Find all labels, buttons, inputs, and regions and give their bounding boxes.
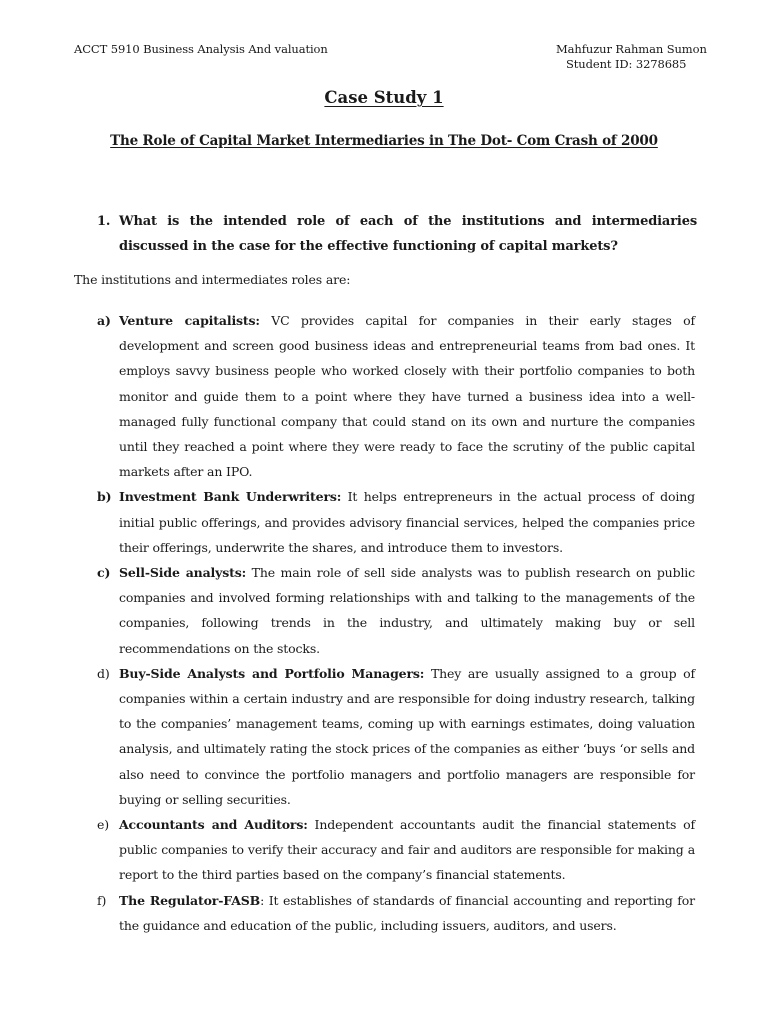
list-item-term: The Regulator-FASB	[119, 892, 261, 908]
list-item-text: VC provides capital for companies in their early stages of development and screen good business ideas and entrepreneurial teams from bad ones. It employs savvy business people who worked closely with their portfolio companies to both monitor and guide them to a point where they have turned a business idea into a well- managed fully functional company that could stand on its own and nurture the companies until they reached a point where they were ready to face the scrutiny of the public capital markets after an IPO.	[119, 313, 695, 480]
list-item-investment-bank-underwriters	[97, 484, 695, 560]
list-item-text: The main role of sell side analysts was to publish research on public companies and involved forming relationships with and talking to the managements of the companies, following trends in the industry, and ultimately making buy or sell recommendations on the stocks.	[119, 565, 695, 656]
list-item-body	[97, 560, 695, 661]
list-item-text: Independent accountants audit the financial statements of public companies to verify their accuracy and fair and auditors are responsible for making a report to the third parties based on the company’s financial statements.	[119, 817, 696, 883]
list-item-term: Buy-Side Analysts and Portfolio Managers:	[119, 665, 425, 681]
list-marker: c)	[97, 565, 111, 581]
list-item-text: It helps entrepreneurs in the actual process of doing initial public offerings, and provides advisory financial services, helped the companies price their offerings, underwrite the shares, and introduce them to investors.	[119, 489, 695, 555]
header-author: Mahfuzur Rahman Sumon	[556, 42, 707, 56]
header-author-block	[556, 42, 716, 72]
list-item-body	[97, 812, 695, 888]
list-item-term: Venture capitalists:	[119, 313, 260, 328]
list-item-body	[97, 484, 695, 560]
question-text: What is the intended role of each of the institutions and intermediaries discussed in the case for the effective functioning of capital markets?	[119, 214, 697, 254]
list-item-body	[97, 661, 695, 812]
roles-list	[97, 308, 695, 938]
list-item-body	[97, 308, 695, 484]
list-marker: a)	[97, 313, 111, 328]
list-item-body	[97, 888, 695, 938]
list-item-venture-capitalists	[97, 308, 695, 484]
list-item-text: They are usually assigned to a group of companies within a certain industry and are responsible for doing industry research, talking to the companies’ management teams, coming up with earnings estimates, doing valuation analysis, and ultimately rating the stock prices of the companies as either ‘buys ‘or sells and also need to convince the portfolio managers and portfolio managers are responsible for buying or selling securities.	[119, 665, 695, 807]
page-title: Case Study 1	[324, 88, 444, 107]
list-item-term: Sell-Side analysts:	[119, 565, 247, 581]
list-item-sell-side-analysts	[97, 560, 695, 661]
list-marker: d)	[97, 665, 110, 681]
intro-paragraph: The institutions and intermediates roles are:	[74, 272, 351, 287]
list-item-regulator-fasb	[97, 888, 695, 938]
list-item-term: Accountants and Auditors:	[119, 817, 308, 833]
page-subtitle: The Role of Capital Market Intermediaries in The Dot- Com Crash of 2000	[110, 133, 658, 149]
list-item-text: : It establishes of standards of financial accounting and reporting for the guidance and education of the public, including issuers, auditors, and users.	[119, 892, 695, 933]
header-student-id: Student ID: 3278685	[566, 57, 687, 71]
list-marker: e)	[97, 817, 109, 833]
question-1	[97, 209, 697, 259]
list-item-buy-side-analysts	[97, 661, 695, 812]
list-marker: b)	[97, 489, 112, 505]
list-item-term: Investment Bank Underwriters:	[119, 489, 342, 505]
question-number: 1.	[97, 214, 111, 229]
list-item-accountants-auditors	[97, 812, 695, 888]
list-marker: f)	[97, 892, 107, 908]
header-course: ACCT 5910 Business Analysis And valuation	[74, 42, 328, 56]
